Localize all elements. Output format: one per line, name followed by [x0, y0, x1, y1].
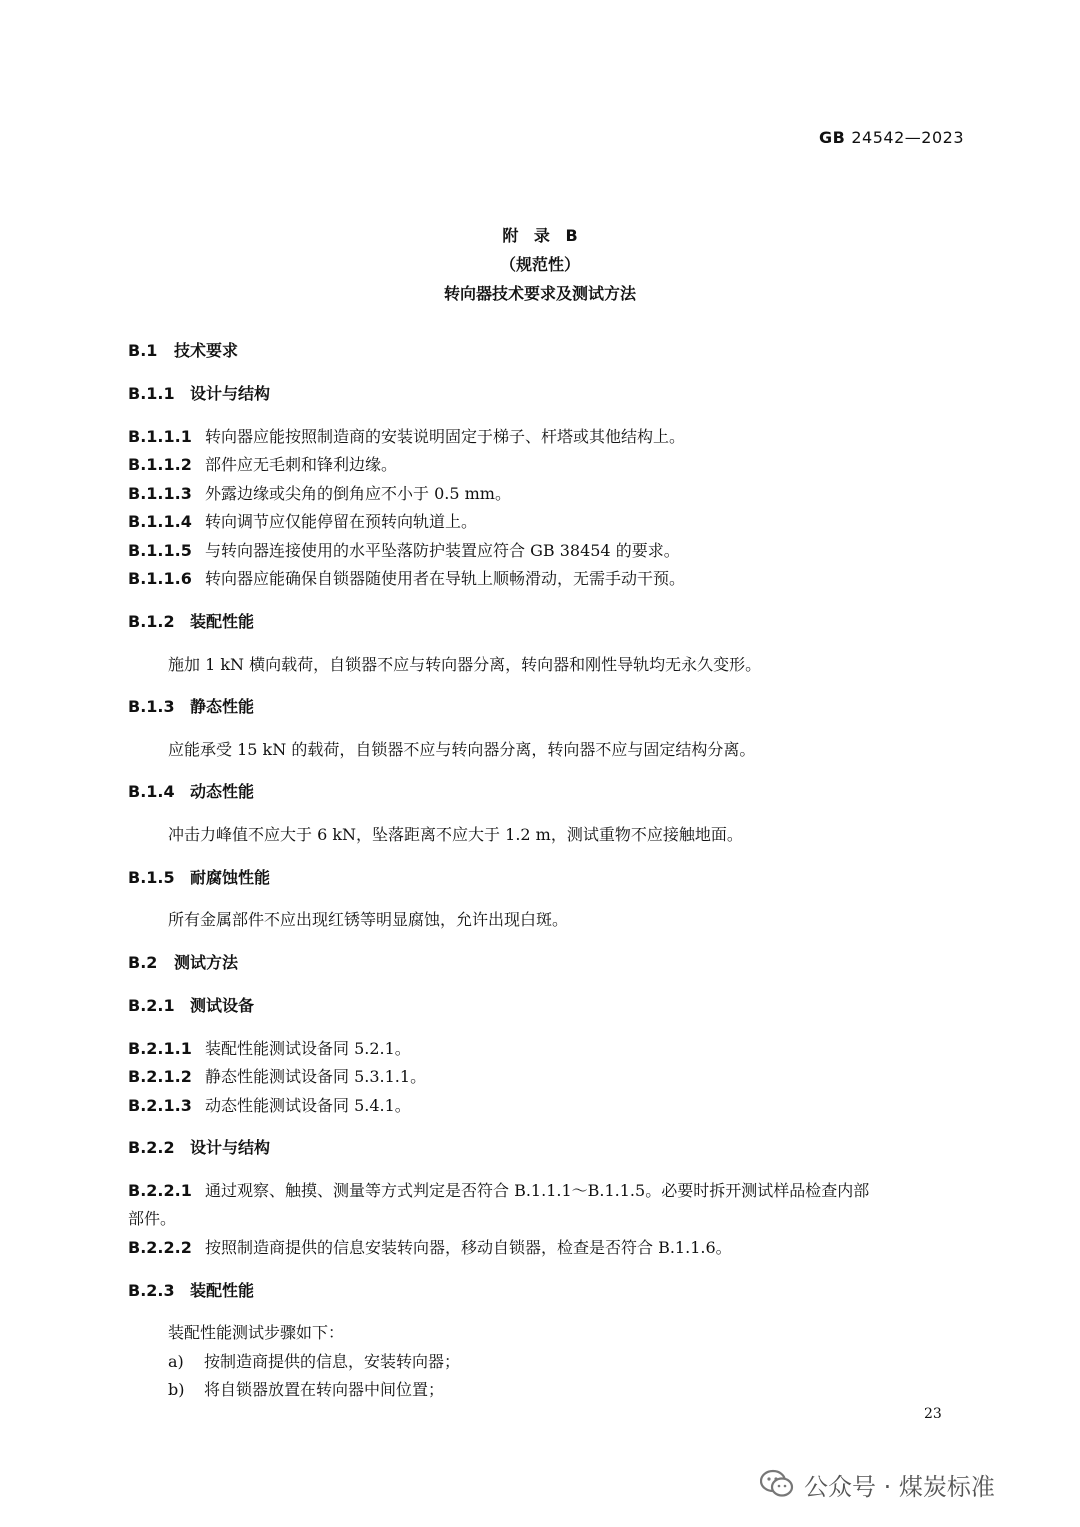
standard-number: 24542—2023 — [851, 128, 964, 147]
section-heading-b23 — [128, 1278, 254, 1301]
section-number: B.1.4 — [128, 782, 175, 801]
section-title: 静态性能 — [190, 697, 255, 716]
paragraph-b13: 应能承受 15 kN 的载荷，自锁器不应与转向器分离，转向器不应与固定结构分离。 — [168, 740, 756, 759]
clause-b221 — [128, 1178, 869, 1201]
section-heading-b2 — [128, 950, 238, 973]
clause-b112 — [128, 452, 397, 475]
clause-number: B.2.2.1 — [128, 1181, 192, 1200]
clause-number: B.2.1.3 — [128, 1096, 192, 1115]
clause-number: B.1.1.1 — [128, 427, 192, 446]
list-item-label: a) — [168, 1352, 184, 1371]
section-number: B.2.1 — [128, 996, 175, 1015]
clause-number: B.1.1.3 — [128, 484, 192, 503]
watermark-text: 公众号 · 煤炭标准 — [804, 1472, 995, 1501]
clause-b211 — [128, 1036, 411, 1059]
wechat-watermark — [760, 1464, 995, 1504]
clause-text: 转向调节应仅能停留在预转向轨道上。 — [205, 512, 478, 531]
section-title: 技术要求 — [174, 341, 239, 360]
section-title: 测试设备 — [190, 996, 255, 1015]
annex-subject: 转向器技术要求及测试方法 — [443, 284, 636, 303]
clause-text: 外露边缘或尖角的倒角应不小于 0.5 mm。 — [205, 484, 511, 503]
clause-b113 — [128, 481, 511, 504]
section-heading-b11 — [128, 381, 270, 404]
standard-code — [819, 128, 964, 147]
clause-number: B.2.1.1 — [128, 1039, 192, 1058]
section-title: 装配性能 — [190, 1281, 255, 1300]
clause-b114 — [128, 509, 477, 532]
annex-title: 附 录 B — [502, 226, 578, 245]
section-title: 装配性能 — [190, 612, 255, 631]
clause-b115 — [128, 538, 680, 561]
wechat-icon — [760, 1469, 794, 1499]
section-number: B.1.5 — [128, 868, 175, 887]
clause-text: 通过观察、触摸、测量等方式判定是否符合 B.1.1.1～B.1.1.5。必要时拆开测试样品检查内部 — [205, 1181, 870, 1200]
clause-text: 静态性能测试设备同 5.3.1.1。 — [205, 1067, 427, 1086]
list-item — [168, 1349, 460, 1372]
section-number: B.1 — [128, 341, 158, 360]
annex-type: （规范性） — [499, 255, 580, 274]
list-item-text: 将自锁器放置在转向器中间位置； — [204, 1380, 445, 1399]
section-number: B.2.2 — [128, 1138, 175, 1157]
section-number: B.1.1 — [128, 384, 175, 403]
section-title: 动态性能 — [190, 782, 255, 801]
list-item — [168, 1377, 444, 1400]
clause-text: 与转向器连接使用的水平坠落防护装置应符合 GB 38454 的要求。 — [205, 541, 680, 560]
clause-number: B.1.1.2 — [128, 455, 192, 474]
clause-b116 — [128, 566, 685, 589]
standard-prefix: GB — [819, 128, 846, 147]
clause-text: 转向器应能按照制造商的安装说明固定于梯子、杆塔或其他结构上。 — [205, 427, 686, 446]
clause-b213 — [128, 1093, 411, 1116]
clause-number: B.1.1.4 — [128, 512, 192, 531]
section-heading-b12 — [128, 609, 254, 632]
section-heading-b22 — [128, 1135, 270, 1158]
clause-text: 转向器应能确保自锁器随使用者在导轨上顺畅滑动，无需手动干预。 — [205, 569, 686, 588]
clause-b221-continued: 部件。 — [128, 1209, 177, 1228]
section-title: 测试方法 — [174, 953, 239, 972]
clause-b212 — [128, 1064, 426, 1087]
section-number: B.1.2 — [128, 612, 175, 631]
clause-text: 部件应无毛刺和锋利边缘。 — [205, 455, 398, 474]
section-title: 设计与结构 — [190, 384, 271, 403]
clause-b111 — [128, 424, 685, 447]
section-title: 耐腐蚀性能 — [190, 868, 271, 887]
clause-text: 动态性能测试设备同 5.4.1。 — [205, 1096, 411, 1115]
clause-number: B.1.1.5 — [128, 541, 192, 560]
page-number: 23 — [924, 1406, 942, 1422]
clause-b222 — [128, 1235, 732, 1258]
paragraph-b14: 冲击力峰值不应大于 6 kN，坠落距离不应大于 1.2 m，测试重物不应接触地面。 — [168, 825, 743, 844]
section-number: B.1.3 — [128, 697, 175, 716]
paragraph-b15: 所有金属部件不应出现红锈等明显腐蚀，允许出现白斑。 — [168, 910, 569, 929]
section-number: B.2 — [128, 953, 158, 972]
section-heading-b15 — [128, 865, 270, 888]
section-heading-b1 — [128, 338, 238, 361]
list-item-text: 按制造商提供的信息，安装转向器； — [204, 1352, 461, 1371]
clause-text: 按照制造商提供的信息安装转向器，移动自锁器，检查是否符合 B.1.1.6。 — [205, 1238, 732, 1257]
clause-number: B.2.1.2 — [128, 1067, 192, 1086]
list-item-label: b) — [168, 1380, 185, 1399]
section-heading-b13 — [128, 694, 254, 717]
paragraph-b23-intro: 装配性能测试步骤如下： — [168, 1323, 345, 1342]
section-heading-b14 — [128, 779, 254, 802]
clause-number: B.2.2.2 — [128, 1238, 192, 1257]
paragraph-b12: 施加 1 kN 横向载荷，自锁器不应与转向器分离，转向器和刚性导轨均无永久变形。 — [168, 655, 762, 674]
section-number: B.2.3 — [128, 1281, 175, 1300]
clause-text: 装配性能测试设备同 5.2.1。 — [205, 1039, 411, 1058]
section-title: 设计与结构 — [190, 1138, 271, 1157]
clause-number: B.1.1.6 — [128, 569, 192, 588]
section-heading-b21 — [128, 993, 254, 1016]
